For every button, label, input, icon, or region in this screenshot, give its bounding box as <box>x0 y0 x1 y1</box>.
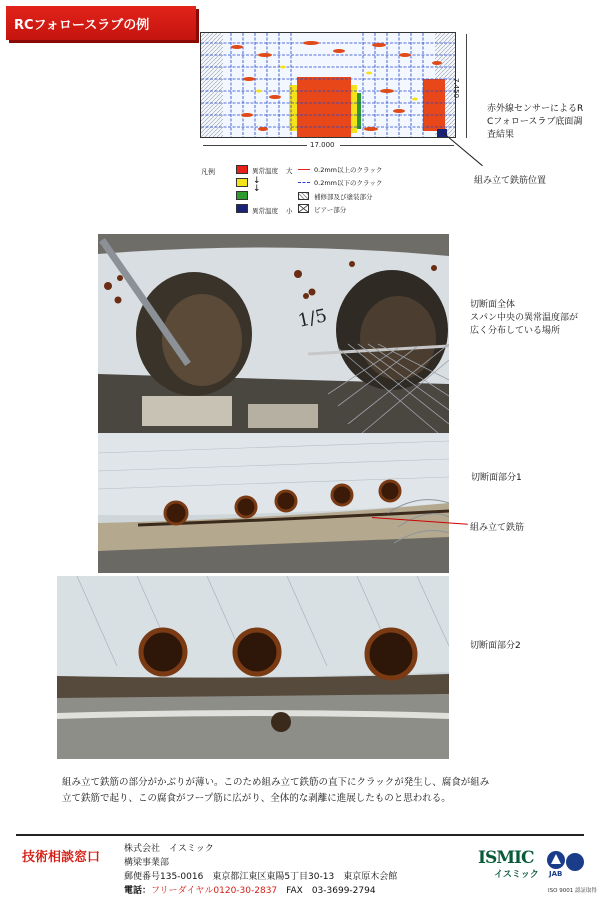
section-2-caption: 切断面部分2 <box>470 641 521 651</box>
footer-contact <box>124 842 397 898</box>
section-1-caption: 切断面部分1 <box>471 473 522 483</box>
footer-division: 構梁事業部 <box>124 858 170 868</box>
width-dimension: 17.000 <box>310 141 335 149</box>
legend-arrow-icon: ↓ ↓ <box>253 176 261 194</box>
footer-divider <box>16 834 584 836</box>
legend-blue-line-icon <box>298 182 310 183</box>
footer-phone-line <box>124 884 397 898</box>
footer-phone-label: 電話： <box>124 886 152 896</box>
footer-fax: FAX 03-3699-2794 <box>277 886 376 896</box>
legend-hatch-icon <box>298 192 309 200</box>
iso-certification: ISO 9001 認証取得 <box>548 888 597 894</box>
legend-temp-low: 異常温度 <box>252 207 278 215</box>
legend-repair: 補修部及び塗装部分 <box>314 193 373 201</box>
legend-title: 凡例 <box>201 168 215 176</box>
cert-label: JAB <box>549 870 563 878</box>
legend-crack-large: 0.2mm以上のクラック <box>314 166 383 174</box>
thermal-survey-diagram <box>200 32 456 138</box>
footer-company: 株式会社 イスミック <box>124 844 214 854</box>
legend-scale-low: 小 <box>286 207 293 215</box>
width-dimension-line <box>203 145 307 146</box>
page-title: RCフォロースラブの例 <box>6 6 196 40</box>
photo-section-part-1 <box>98 433 449 573</box>
body-paragraph: 組み立て鉄筋の部分がかぶりが薄い。このため組み立て鉄筋の直下にクラックが発生し、腐食が組み立て鉄筋で起り、この腐食がフープ筋に広がり、全体的な剥離に進展したものと思われる。 <box>62 777 490 804</box>
logo-wordmark: ISMIC <box>478 848 534 868</box>
jab-mark-icon <box>546 846 586 884</box>
thermal-caption: 赤外線センサーによるR Cフォロースラブ底面調 査結果 <box>487 104 584 140</box>
overall-section-caption: 切断面全体 スパン中央の異常温度部が 広く分布している場所 <box>470 300 579 336</box>
photo-overall-section <box>98 234 449 433</box>
certification-badge <box>546 846 586 884</box>
photo-stamp: 1/5 <box>296 305 329 332</box>
legend-crack-small: 0.2mm以下のクラック <box>314 179 383 187</box>
footer-address: 郵便番号135-0016 東京都江東区東陽5丁目30-13 東京原木会館 <box>124 872 398 882</box>
logo-katakana: イスミック <box>494 870 539 880</box>
rebar-position-callout-line <box>442 132 482 166</box>
legend-pier: ピアー部分 <box>314 206 347 214</box>
thermal-map-graphic <box>201 33 456 138</box>
legend-swatch-navy <box>236 204 248 213</box>
legend-temp-high: 異常温度 <box>252 167 278 175</box>
legend-swatch-red <box>236 165 248 174</box>
height-dimension-line <box>466 34 467 138</box>
legend-swatch-green <box>236 191 248 200</box>
photo-section-part-2 <box>57 576 449 759</box>
width-dimension-line-right <box>340 145 454 146</box>
legend <box>200 163 460 223</box>
footer-title: 技術相談窓口 <box>22 850 101 865</box>
legend-pier-icon <box>298 204 309 213</box>
rebar-callout: 組み立て鉄筋 <box>470 523 525 533</box>
legend-scale-high: 大 <box>286 167 293 175</box>
legend-swatch-yellow <box>236 178 248 187</box>
company-logo <box>478 848 542 882</box>
footer-phone-free[interactable]: フリーダイヤル0120-30-2837 <box>151 886 278 896</box>
legend-red-line-icon <box>298 169 310 170</box>
rebar-position-callout: 組み立て鉄筋位置 <box>474 176 547 186</box>
height-dimension: 7.450 <box>452 78 460 99</box>
